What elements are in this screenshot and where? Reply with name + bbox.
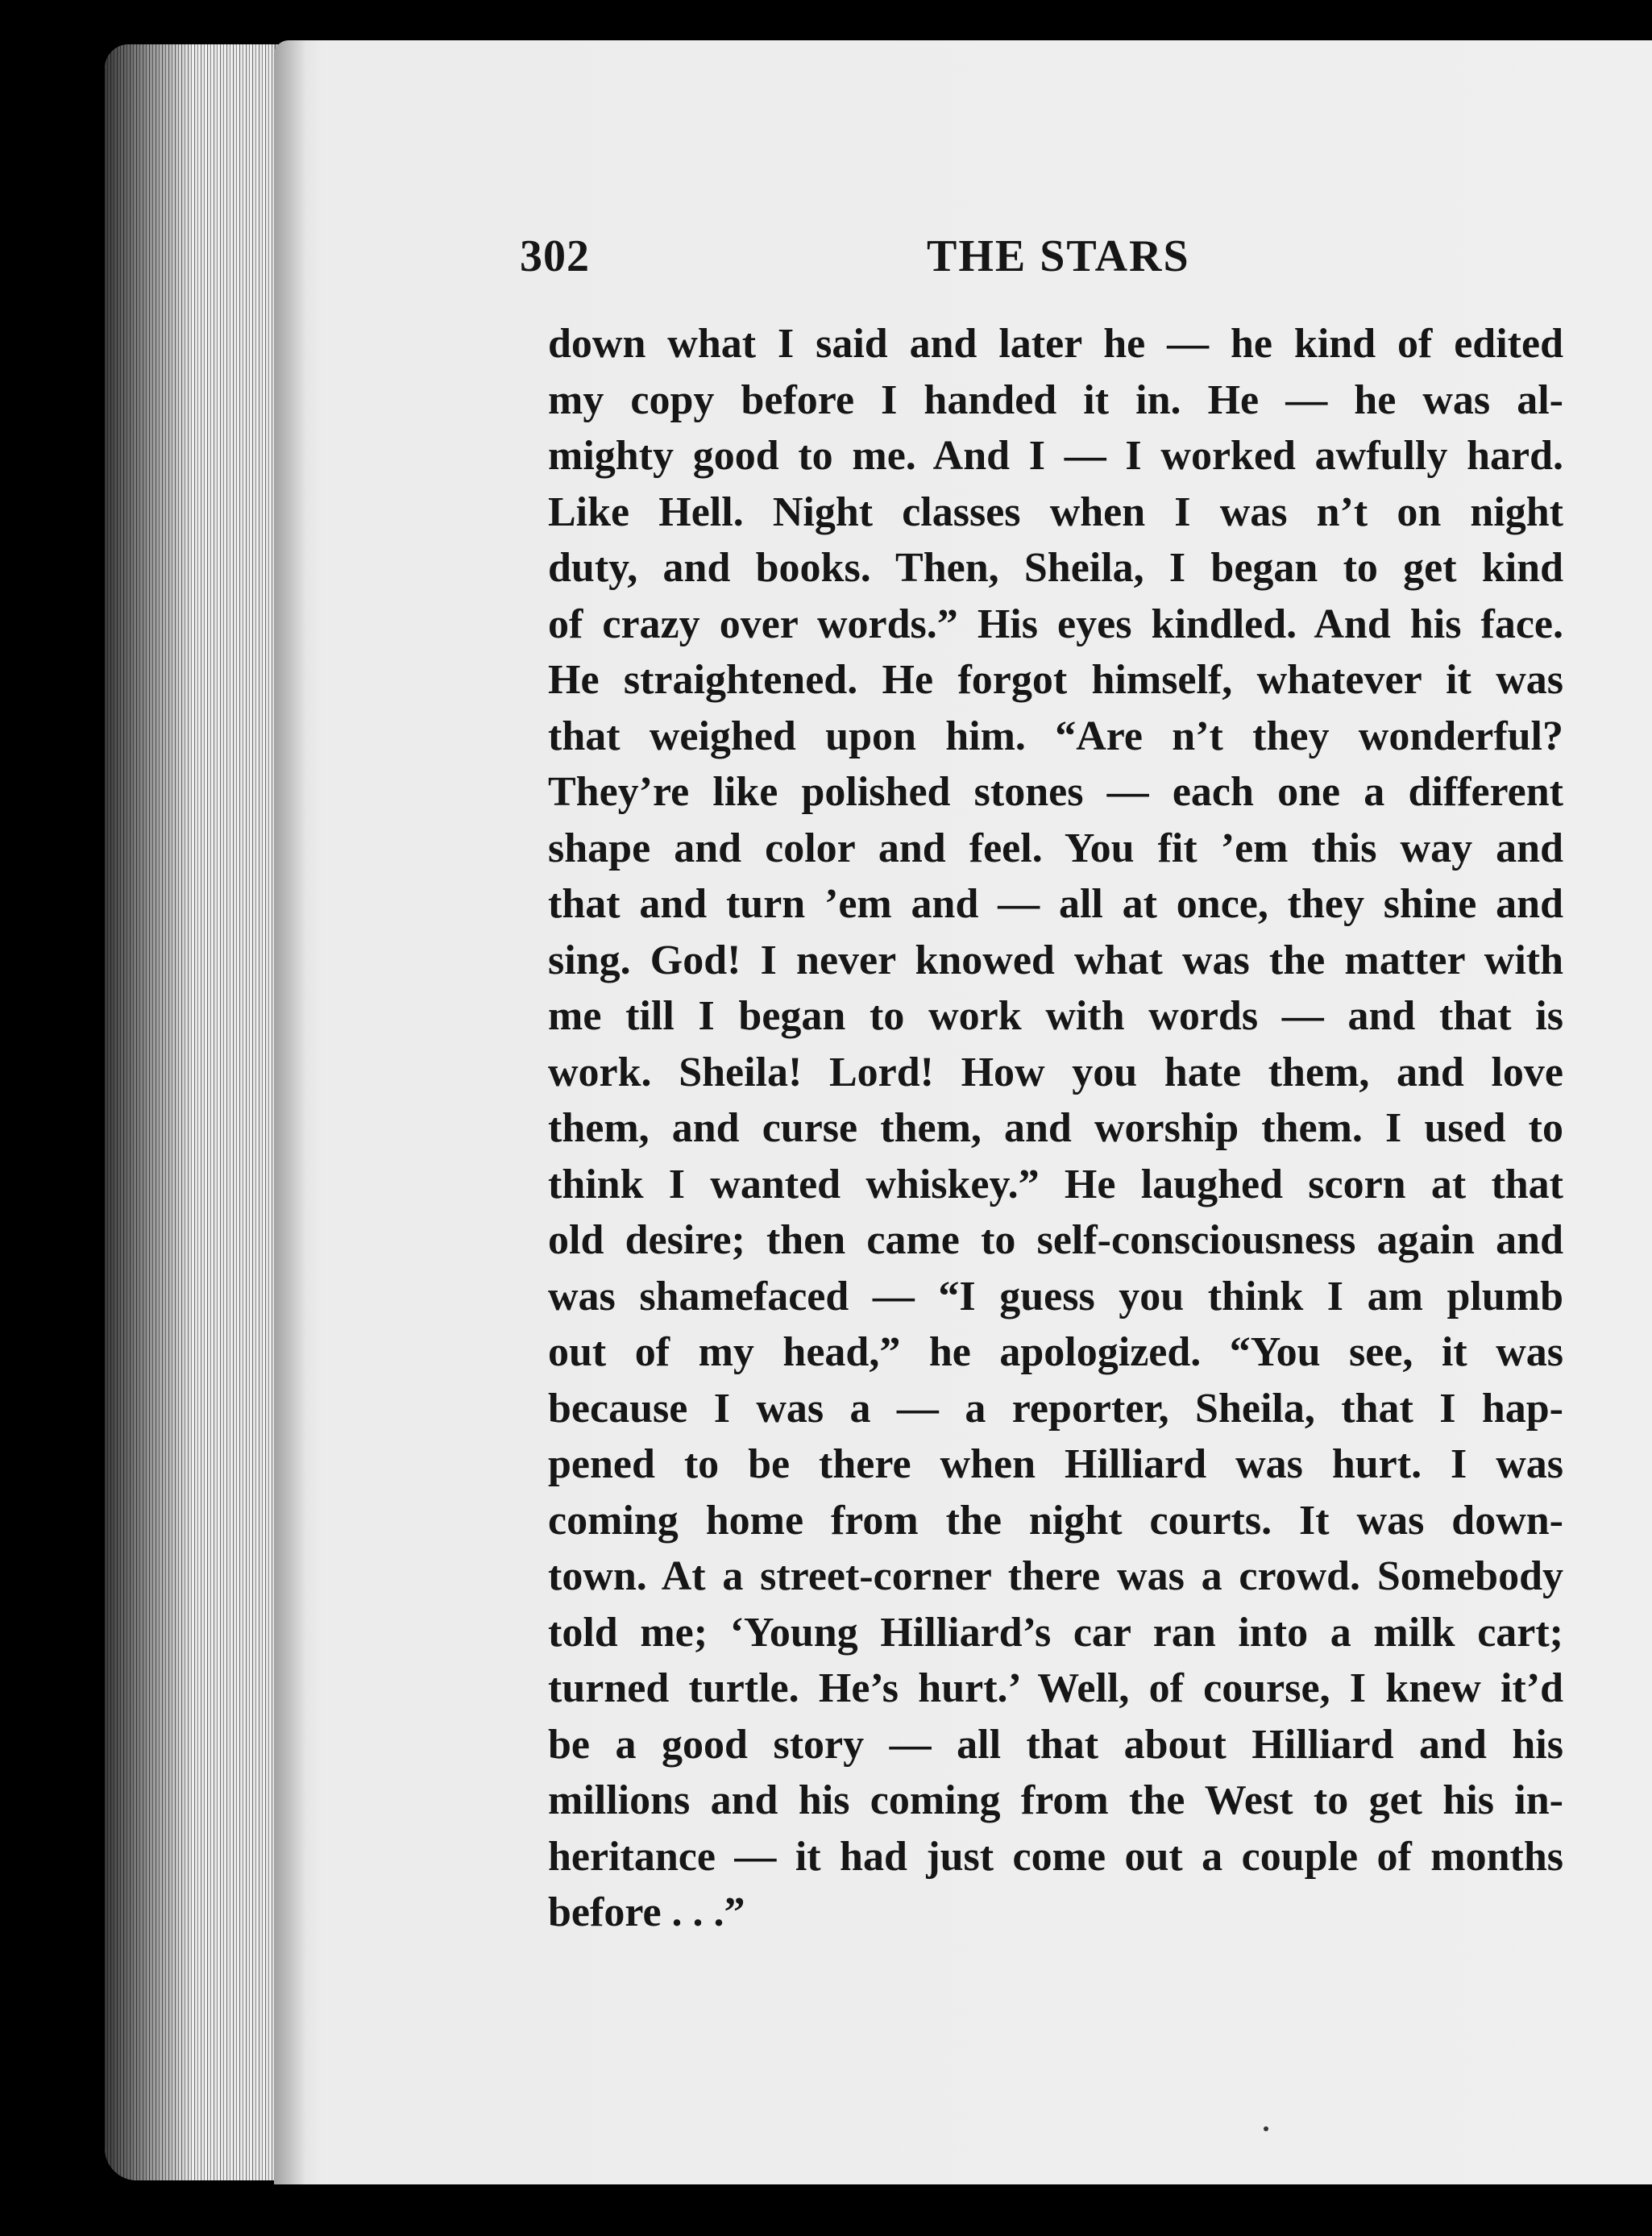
text-line: that weighed upon him. “Are n’t they wonderful? [548,713,1563,759]
text-line: that and turn ’em and — all at once, they shine and [548,881,1563,927]
text-line: old desire; then came to self-consciousness again and [548,1217,1563,1263]
text-line: of crazy over words.” His eyes kindled. And his face. [548,601,1563,647]
text-line: coming home from the night courts. It was down- [548,1497,1563,1544]
running-head: THE STARS [927,231,1190,281]
text-line: my copy before I handed it in. He — he was al- [548,376,1563,423]
text-line: told me; ‘Young Hilliard’s car ran into a milk cart; [548,1609,1563,1656]
text-line: He straightened. He forgot himself, whatever it was [548,657,1563,703]
page-header [520,231,1559,287]
body-text [548,316,1563,1941]
text-line: millions and his coming from the West to get his in- [548,1777,1563,1823]
text-line: shape and color and feel. You fit ’em this way and [548,825,1563,871]
ink-speck [1264,2126,1268,2131]
text-line: me till I began to work with words — and that is [548,993,1563,1039]
text-line: heritance — it had just come out a couple of months [548,1833,1563,1880]
text-line: down what I said and later he — he kind of edited [548,321,1563,367]
text-line: sing. God! I never knowed what was the matter with [548,937,1563,983]
text-line: duty, and books. Then, Sheila, I began to get kind [548,545,1563,591]
text-line: because I was a — a reporter, Sheila, that I hap- [548,1385,1563,1432]
text-line: think I wanted whiskey.” He laughed scorn at that [548,1161,1563,1207]
text-line: town. At a street-corner there was a crowd. Somebody [548,1553,1563,1599]
text-line: was shamefaced — “I guess you think I am plumb [548,1273,1563,1320]
book-edge-shadow [105,44,193,2180]
text-line: turned turtle. He’s hurt.’ Well, of course, I knew it’d [548,1665,1563,1711]
text-line: Like Hell. Night classes when I was n’t on night [548,488,1563,535]
page-gutter-shadow [274,40,306,2184]
text-line: be a good story — all that about Hilliard and his [548,1721,1563,1768]
text-line: pened to be there when Hilliard was hurt. I was [548,1441,1563,1487]
text-line: them, and curse them, and worship them. I used to [548,1105,1563,1151]
text-line: work. Sheila! Lord! How you hate them, and love [548,1049,1563,1095]
text-line: They’re like polished stones — each one a different [548,769,1563,815]
text-line: before . . .” [548,1889,745,1935]
text-line: mighty good to me. And I — I worked awfully hard. [548,433,1563,479]
page-number: 302 [520,231,590,281]
text-line: out of my head,” he apologized. “You see, it was [548,1329,1563,1375]
